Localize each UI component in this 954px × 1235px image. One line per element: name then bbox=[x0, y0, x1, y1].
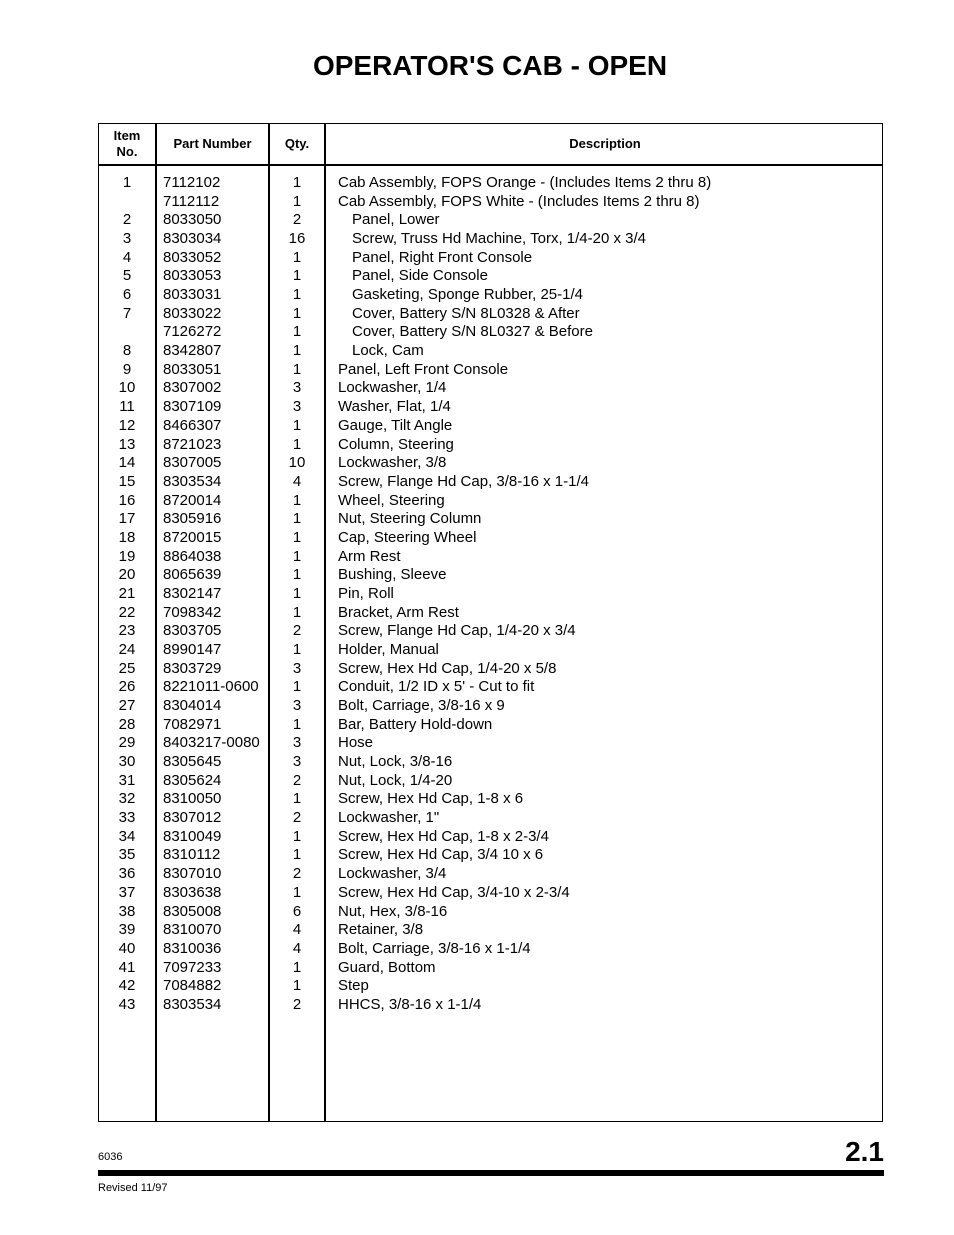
part-number-cell: 8721023 bbox=[163, 435, 222, 453]
description-cell: Bar, Battery Hold-down bbox=[338, 715, 493, 733]
table-row bbox=[99, 976, 882, 995]
item-no-cell: 16 bbox=[118, 491, 136, 509]
qty-cell: 3 bbox=[292, 734, 302, 752]
item-no-cell: 27 bbox=[118, 697, 136, 715]
item-no-cell: 28 bbox=[118, 715, 136, 733]
qty-cell: 10 bbox=[288, 454, 306, 472]
item-no-cell: 21 bbox=[118, 584, 136, 602]
description-cell: Lock, Cam bbox=[352, 342, 424, 360]
table-row bbox=[99, 192, 882, 211]
item-no-cell: 5 bbox=[122, 267, 132, 285]
table-row bbox=[99, 547, 882, 566]
part-number-cell: 8033051 bbox=[163, 360, 222, 378]
qty-cell: 1 bbox=[292, 641, 302, 658]
qty-cell: 1 bbox=[292, 584, 302, 602]
table-row bbox=[99, 341, 882, 360]
part-number-cell: 8310049 bbox=[163, 827, 222, 845]
description-cell: Column, Steering bbox=[338, 435, 454, 453]
item-no-cell: 2 bbox=[122, 211, 132, 229]
item-no-cell: 36 bbox=[118, 865, 136, 883]
table-row bbox=[99, 378, 882, 397]
part-number-cell: 8466307 bbox=[163, 416, 222, 434]
qty-cell: 1 bbox=[292, 491, 302, 509]
table-row bbox=[99, 827, 882, 846]
footer-rule bbox=[98, 1170, 884, 1176]
part-number-cell: 8303638 bbox=[163, 883, 222, 901]
qty-cell: 1 bbox=[292, 846, 302, 864]
item-no-cell: 17 bbox=[118, 510, 136, 528]
qty-cell: 2 bbox=[292, 809, 302, 827]
table-row bbox=[99, 640, 882, 659]
qty-cell: 1 bbox=[292, 416, 302, 434]
item-no-cell: 24 bbox=[118, 641, 136, 658]
table-row bbox=[99, 528, 882, 547]
qty-cell: 16 bbox=[288, 230, 306, 248]
part-number-cell: 8221011-0600 bbox=[163, 678, 259, 696]
description-cell: Screw, Hex Hd Cap, 1-8 x 2-3/4 bbox=[338, 827, 549, 845]
table-row bbox=[99, 696, 882, 715]
section-number: 2.1 bbox=[845, 1136, 884, 1167]
description-cell: Conduit, 1/2 ID x 5' - Cut to fit bbox=[338, 678, 535, 696]
qty-cell: 3 bbox=[292, 379, 302, 397]
part-number-cell: 8307005 bbox=[163, 454, 222, 472]
part-number-cell: 8307010 bbox=[163, 865, 222, 883]
description-cell: Lockwasher, 3/8 bbox=[338, 454, 447, 472]
qty-cell: 1 bbox=[292, 883, 302, 901]
description-cell: Lockwasher, 1/4 bbox=[338, 379, 447, 397]
header-qty: Qty. bbox=[284, 136, 310, 151]
part-number-cell: 7097233 bbox=[163, 958, 222, 976]
table-row bbox=[99, 509, 882, 528]
part-number-cell: 7084882 bbox=[163, 977, 222, 995]
table-row bbox=[99, 397, 882, 416]
table-row bbox=[99, 210, 882, 229]
description-cell: Pin, Roll bbox=[338, 584, 394, 602]
qty-cell: 1 bbox=[292, 174, 302, 191]
qty-cell: 3 bbox=[292, 398, 302, 416]
part-number-cell: 8403217-0080 bbox=[163, 734, 260, 752]
part-number-cell: 8033053 bbox=[163, 267, 222, 285]
doc-number: 6036 bbox=[98, 1151, 123, 1163]
item-no-cell: 26 bbox=[118, 678, 136, 696]
item-no-cell: 18 bbox=[118, 528, 136, 546]
table-row bbox=[99, 435, 882, 454]
item-no-cell: 29 bbox=[118, 734, 136, 752]
part-number-cell: 8990147 bbox=[163, 641, 222, 658]
part-number-cell: 8305916 bbox=[163, 510, 222, 528]
table-row bbox=[99, 733, 882, 752]
description-cell: Panel, Right Front Console bbox=[352, 248, 533, 266]
description-cell: Gauge, Tilt Angle bbox=[338, 416, 453, 434]
qty-cell: 1 bbox=[292, 510, 302, 528]
table-row bbox=[99, 883, 882, 902]
item-no-cell: 40 bbox=[118, 939, 136, 957]
part-number-cell: 8305624 bbox=[163, 771, 222, 789]
table-row bbox=[99, 322, 882, 341]
description-cell: Panel, Side Console bbox=[352, 267, 488, 285]
description-cell: HHCS, 3/8-16 x 1-1/4 bbox=[338, 995, 482, 1013]
part-number-cell: 8720015 bbox=[163, 528, 222, 546]
table-row bbox=[99, 902, 882, 921]
table-row bbox=[99, 771, 882, 790]
table-row bbox=[99, 229, 882, 248]
part-number-cell: 8720014 bbox=[163, 491, 222, 509]
part-number-cell: 8033052 bbox=[163, 248, 222, 266]
table-row bbox=[99, 285, 882, 304]
part-number-cell: 8305645 bbox=[163, 753, 222, 771]
qty-cell: 1 bbox=[292, 342, 302, 360]
description-cell: Screw, Hex Hd Cap, 1-8 x 6 bbox=[338, 790, 524, 808]
qty-cell: 1 bbox=[292, 566, 302, 584]
description-cell: Screw, Hex Hd Cap, 3/4-10 x 2-3/4 bbox=[338, 883, 570, 901]
item-no-cell: 8 bbox=[122, 342, 132, 360]
qty-cell: 1 bbox=[292, 323, 302, 341]
table-row bbox=[99, 715, 882, 734]
item-no-cell: 34 bbox=[118, 827, 136, 845]
header-divider bbox=[99, 164, 882, 166]
description-cell: Panel, Left Front Console bbox=[338, 360, 509, 378]
qty-cell: 2 bbox=[292, 211, 302, 229]
description-cell: Holder, Manual bbox=[338, 641, 439, 658]
qty-cell: 2 bbox=[292, 622, 302, 640]
description-cell: Panel, Lower bbox=[352, 211, 440, 229]
item-no-cell: 11 bbox=[119, 398, 135, 416]
table-row bbox=[99, 958, 882, 977]
part-number-cell: 8310112 bbox=[163, 846, 221, 864]
description-cell: Cab Assembly, FOPS White - (Includes Items 2 thru 8) bbox=[338, 192, 700, 210]
qty-cell: 6 bbox=[292, 902, 302, 920]
qty-cell: 1 bbox=[292, 678, 302, 696]
qty-cell: 1 bbox=[292, 528, 302, 546]
part-number-cell: 7082971 bbox=[163, 715, 222, 733]
qty-cell: 3 bbox=[292, 697, 302, 715]
qty-cell: 4 bbox=[292, 939, 302, 957]
part-number-cell: 8342807 bbox=[163, 342, 222, 360]
part-number-cell: 8307012 bbox=[163, 809, 222, 827]
header-item-no bbox=[99, 124, 155, 164]
part-number-cell: 8033031 bbox=[163, 286, 222, 304]
part-number-cell: 8307002 bbox=[163, 379, 222, 397]
item-no-cell: 6 bbox=[122, 286, 132, 304]
description-cell: Nut, Lock, 1/4-20 bbox=[338, 771, 453, 789]
qty-cell: 4 bbox=[292, 472, 302, 490]
qty-cell: 1 bbox=[292, 435, 302, 453]
description-cell: Cab Assembly, FOPS Orange - (Includes Items 2 thru 8) bbox=[338, 174, 712, 191]
part-number-cell: 8304014 bbox=[163, 697, 222, 715]
description-cell: Nut, Steering Column bbox=[338, 510, 482, 528]
description-cell: Screw, Flange Hd Cap, 1/4-20 x 3/4 bbox=[338, 622, 576, 640]
part-number-cell: 7098342 bbox=[163, 603, 222, 621]
item-no-cell: 42 bbox=[118, 977, 136, 995]
table-row bbox=[99, 416, 882, 435]
parts-table bbox=[98, 123, 883, 1122]
description-cell: Hose bbox=[338, 734, 374, 752]
part-number-cell: 8305008 bbox=[163, 902, 222, 920]
part-number-cell: 8310036 bbox=[163, 939, 222, 957]
item-no-cell: 14 bbox=[118, 454, 136, 472]
qty-cell: 1 bbox=[292, 248, 302, 266]
table-row bbox=[99, 266, 882, 285]
qty-cell: 1 bbox=[292, 267, 302, 285]
table-row bbox=[99, 304, 882, 323]
item-no-cell: 9 bbox=[122, 360, 132, 378]
qty-cell: 4 bbox=[292, 921, 302, 939]
item-no-cell: 39 bbox=[118, 921, 136, 939]
description-cell: Nut, Hex, 3/8-16 bbox=[338, 902, 448, 920]
description-cell: Arm Rest bbox=[338, 547, 401, 565]
qty-cell: 1 bbox=[292, 304, 302, 322]
qty-cell: 1 bbox=[292, 360, 302, 378]
header-item-no-label: Item No. bbox=[113, 128, 141, 159]
qty-cell: 3 bbox=[292, 753, 302, 771]
table-row bbox=[99, 173, 882, 192]
item-no-cell: 10 bbox=[118, 379, 136, 397]
part-number-cell: 8065639 bbox=[163, 566, 222, 584]
table-row bbox=[99, 752, 882, 771]
table-row bbox=[99, 584, 882, 603]
qty-cell: 3 bbox=[292, 659, 302, 677]
description-cell: Cover, Battery S/N 8L0328 & After bbox=[352, 304, 580, 322]
description-cell: Screw, Truss Hd Machine, Torx, 1/4-20 x 3/4 bbox=[352, 230, 647, 248]
description-cell: Cover, Battery S/N 8L0327 & Before bbox=[352, 323, 593, 341]
table-row bbox=[99, 808, 882, 827]
table-row bbox=[99, 939, 882, 958]
description-cell: Lockwasher, 1" bbox=[338, 809, 440, 827]
description-cell: Bolt, Carriage, 3/8-16 x 1-1/4 bbox=[338, 939, 531, 957]
table-row bbox=[99, 491, 882, 510]
qty-cell: 1 bbox=[292, 977, 302, 995]
qty-cell: 1 bbox=[292, 790, 302, 808]
qty-cell: 1 bbox=[292, 547, 302, 565]
item-no-cell: 15 bbox=[118, 472, 136, 490]
item-no-cell: 43 bbox=[118, 995, 136, 1013]
part-number-cell: 8310070 bbox=[163, 921, 222, 939]
description-cell: Retainer, 3/8 bbox=[338, 921, 424, 939]
part-number-cell: 8864038 bbox=[163, 547, 222, 565]
qty-cell: 1 bbox=[292, 286, 302, 304]
revised-date: Revised 11/97 bbox=[98, 1182, 168, 1194]
item-no-cell: 33 bbox=[118, 809, 136, 827]
description-cell: Guard, Bottom bbox=[338, 958, 436, 976]
table-row bbox=[99, 248, 882, 267]
item-no-cell: 19 bbox=[118, 547, 136, 565]
table-row bbox=[99, 677, 882, 696]
table-row bbox=[99, 360, 882, 379]
qty-cell: 1 bbox=[292, 715, 302, 733]
part-number-cell: 7112102 bbox=[163, 174, 221, 191]
table-row bbox=[99, 845, 882, 864]
table-row bbox=[99, 621, 882, 640]
qty-cell: 2 bbox=[292, 771, 302, 789]
part-number-cell: 8302147 bbox=[163, 584, 222, 602]
item-no-cell: 12 bbox=[118, 416, 136, 434]
part-number-cell: 8303534 bbox=[163, 472, 222, 490]
description-cell: Cap, Steering Wheel bbox=[338, 528, 477, 546]
table-row bbox=[99, 565, 882, 584]
item-no-cell: 37 bbox=[118, 883, 136, 901]
item-no-cell: 35 bbox=[118, 846, 136, 864]
item-no-cell: 25 bbox=[118, 659, 136, 677]
table-row bbox=[99, 920, 882, 939]
description-cell: Nut, Lock, 3/8-16 bbox=[338, 753, 453, 771]
part-number-cell: 8303534 bbox=[163, 995, 222, 1013]
description-cell: Lockwasher, 3/4 bbox=[338, 865, 447, 883]
item-no-cell: 1 bbox=[122, 174, 132, 191]
table-row bbox=[99, 659, 882, 678]
table-row bbox=[99, 995, 882, 1014]
description-cell: Wheel, Steering bbox=[338, 491, 445, 509]
item-no-cell: 4 bbox=[122, 248, 132, 266]
item-no-cell: 38 bbox=[118, 902, 136, 920]
part-number-cell: 8033022 bbox=[163, 304, 222, 322]
item-no-cell: 22 bbox=[118, 603, 136, 621]
item-no-cell: 23 bbox=[118, 622, 136, 640]
item-no-cell: 30 bbox=[118, 753, 136, 771]
qty-cell: 1 bbox=[292, 958, 302, 976]
item-no-cell: 32 bbox=[118, 790, 136, 808]
part-number-cell: 8307109 bbox=[163, 398, 222, 416]
table-row bbox=[99, 603, 882, 622]
table-row bbox=[99, 789, 882, 808]
header-description: Description bbox=[569, 136, 641, 151]
description-cell: Screw, Flange Hd Cap, 3/8-16 x 1-1/4 bbox=[338, 472, 589, 490]
description-cell: Screw, Hex Hd Cap, 1/4-20 x 5/8 bbox=[338, 659, 557, 677]
item-no-cell: 31 bbox=[118, 771, 136, 789]
description-cell: Bolt, Carriage, 3/8-16 x 9 bbox=[338, 697, 505, 715]
part-number-cell: 8303034 bbox=[163, 230, 222, 248]
part-number-cell: 8310050 bbox=[163, 790, 222, 808]
item-no-cell: 20 bbox=[118, 566, 136, 584]
item-no-cell: 13 bbox=[118, 435, 136, 453]
part-number-cell: 8033050 bbox=[163, 211, 222, 229]
description-cell: Bushing, Sleeve bbox=[338, 566, 447, 584]
item-no-cell: 41 bbox=[118, 958, 136, 976]
qty-cell: 1 bbox=[292, 603, 302, 621]
description-cell: Step bbox=[338, 977, 369, 995]
part-number-cell: 7112112 bbox=[163, 192, 220, 210]
table-row bbox=[99, 472, 882, 491]
qty-cell: 1 bbox=[292, 192, 302, 210]
description-cell: Gasketing, Sponge Rubber, 25-1/4 bbox=[352, 286, 583, 304]
part-number-cell: 8303729 bbox=[163, 659, 222, 677]
qty-cell: 2 bbox=[292, 995, 302, 1013]
table-row bbox=[99, 453, 882, 472]
part-number-cell: 7126272 bbox=[163, 323, 222, 341]
description-cell: Bracket, Arm Rest bbox=[338, 603, 459, 621]
qty-cell: 1 bbox=[292, 827, 302, 845]
description-cell: Washer, Flat, 1/4 bbox=[338, 398, 451, 416]
item-no-cell: 3 bbox=[122, 230, 132, 248]
header-part-number: Part Number bbox=[173, 136, 252, 151]
page-title: OPERATOR'S CAB - OPEN bbox=[312, 50, 668, 81]
item-no-cell: 7 bbox=[122, 304, 132, 322]
part-number-cell: 8303705 bbox=[163, 622, 222, 640]
qty-cell: 2 bbox=[292, 865, 302, 883]
table-row bbox=[99, 864, 882, 883]
description-cell: Screw, Hex Hd Cap, 3/4 10 x 6 bbox=[338, 846, 544, 864]
